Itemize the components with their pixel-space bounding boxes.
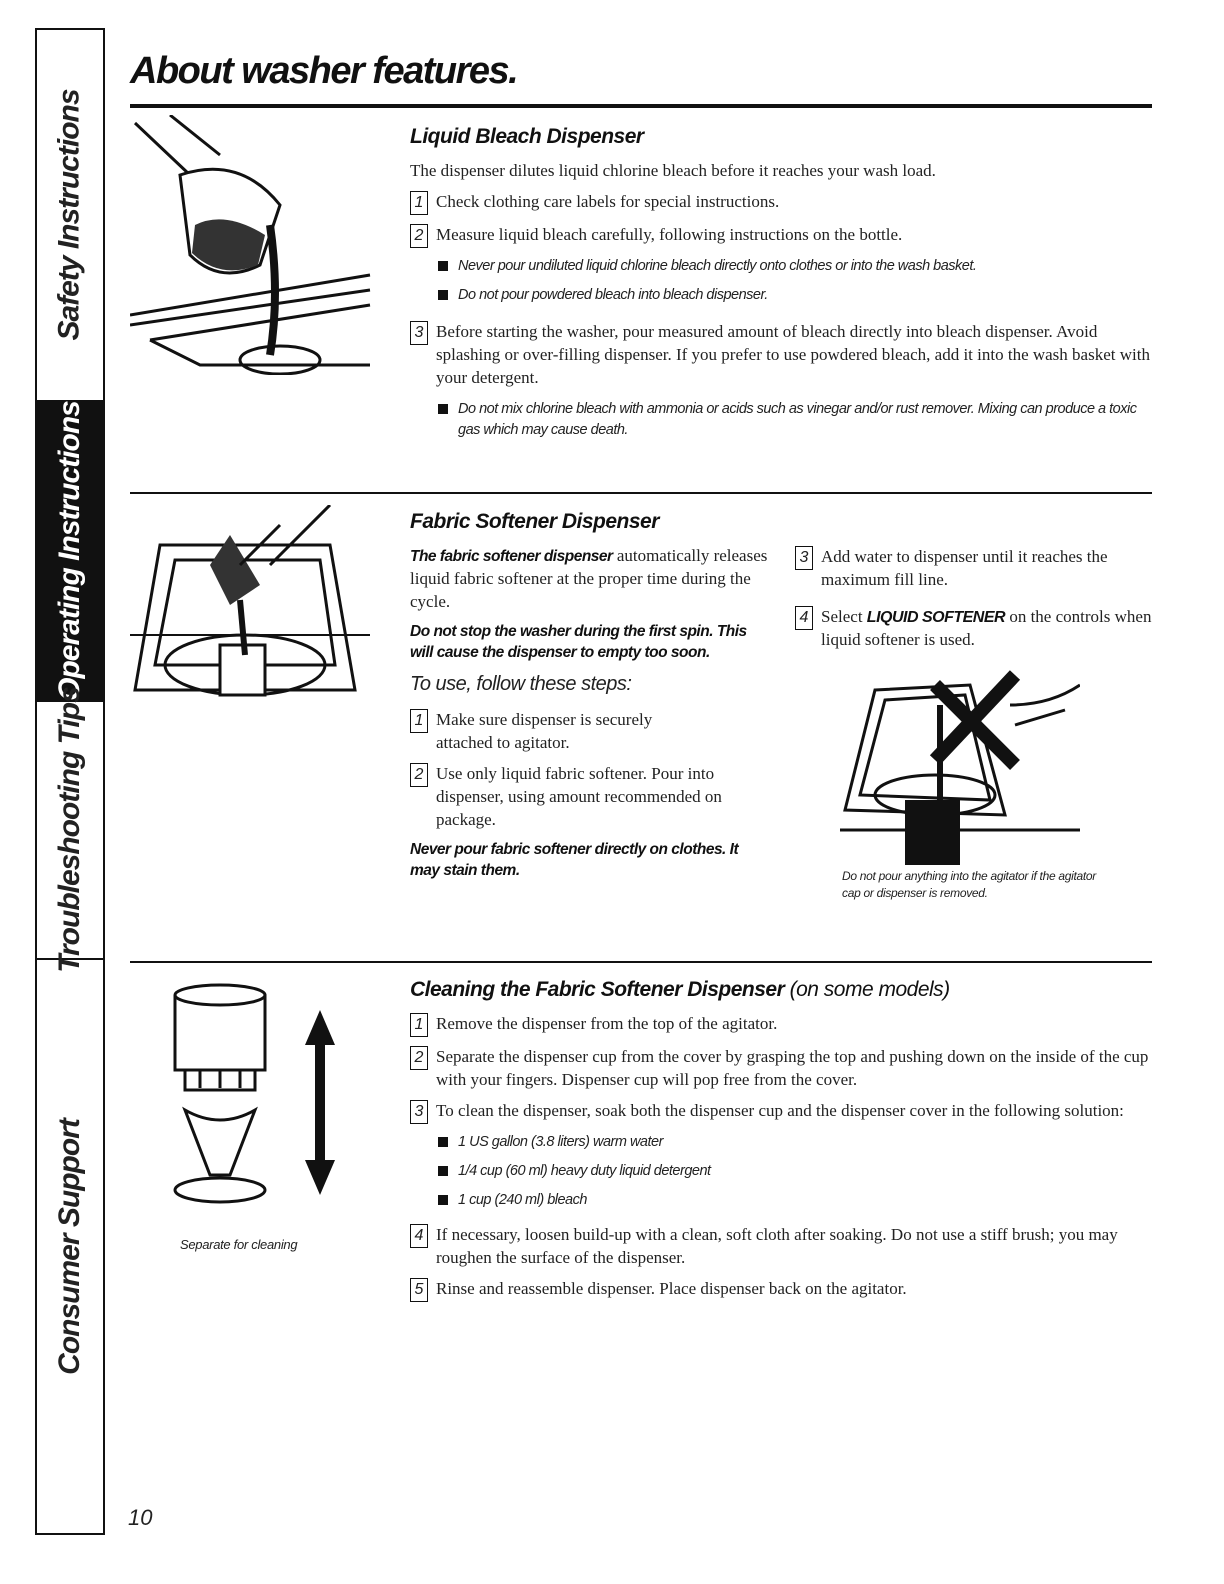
step-text: Add water to dispenser until it reaches the maximum fill line. — [821, 547, 1108, 589]
step-number: 3 — [795, 546, 813, 570]
step-text: Use only liquid fabric softener. Pour into dispenser, using amount recommended on package. — [436, 764, 722, 829]
title-rule — [130, 104, 1152, 108]
tab-troubleshooting-tips[interactable] — [37, 687, 103, 973]
step-number: 4 — [410, 1224, 428, 1248]
cleaning-section — [410, 978, 1150, 1310]
section-heading: Liquid Bleach Dispenser — [410, 125, 644, 148]
solution-bullet: 1 cup (240 ml) bleach — [438, 1190, 1150, 1211]
step-1 — [410, 1012, 1150, 1037]
warning-bullet: Never pour undiluted liquid chlorine bleach directly onto clothes or into the wash basket. — [438, 256, 1150, 277]
step-text: Separate the dispenser cup from the cover by grasping the top and pushing down on the inside of the cup with your fingers. Dispenser cup will pop free from the cover. — [436, 1047, 1149, 1089]
step-number: 2 — [410, 763, 428, 787]
step-number: 1 — [410, 191, 428, 215]
step-number: 5 — [410, 1278, 428, 1302]
fabric-softener-right-column — [795, 545, 1155, 659]
tab-label: Safety Instructions — [53, 89, 86, 341]
dispenser-parts-illustration — [170, 980, 340, 1220]
step-text: Remove the dispenser from the top of the agitator. — [436, 1014, 778, 1033]
step-text: Before starting the washer, pour measured amount of bleach directly into bleach dispenser. Avoid splashing or over-filling dispenser. If you prefer to use powdered bleach, add it into the wash basket with your detergent. — [436, 322, 1150, 387]
warning-first-spin: Do not stop the washer during the first spin. This will cause the dispenser to empty too soon. — [410, 623, 747, 661]
intro-text: automatically releases liquid fabric softener at the proper time during the cycle. — [410, 546, 768, 611]
step-number: 3 — [410, 321, 428, 345]
step-2 — [410, 223, 1150, 248]
step-number: 4 — [795, 606, 813, 630]
tab-safety-instructions[interactable] — [37, 30, 103, 402]
sidebar-tabs — [35, 28, 105, 1535]
section-heading: Fabric Softener Dispenser — [410, 510, 659, 533]
intro-bold: The fabric softener dispenser — [410, 548, 613, 565]
tab-label: Operating Instructions — [53, 401, 87, 701]
step-5 — [410, 1277, 1150, 1302]
step-1 — [410, 708, 710, 754]
page-number: 10 — [128, 1505, 153, 1530]
step-2 — [410, 762, 730, 831]
warning-stain: Never pour fabric softener directly on clothes. It may stain them. — [410, 841, 739, 879]
do-not-pour-illustration — [840, 665, 1080, 865]
step-text: Measure liquid bleach carefully, following instructions on the bottle. — [436, 225, 903, 244]
step-1 — [410, 190, 1150, 215]
step-text: Make sure dispenser is securely attached to agitator. — [436, 710, 653, 752]
step-text: Rinse and reassemble dispenser. Place dispenser back on the agitator. — [436, 1279, 907, 1298]
warning-bullet: Do not pour powdered bleach into bleach dispenser. — [438, 285, 1150, 306]
steps-heading: To use, follow these steps: — [410, 673, 632, 695]
step-3 — [410, 1099, 1150, 1124]
step-3 — [795, 545, 1155, 591]
agitator-caption: Do not pour anything into the agitator if the agitator cap or dispenser is removed. — [842, 869, 1096, 900]
step-text: To clean the dispenser, soak both the dispenser cup and the dispenser cover in the following solution: — [436, 1101, 1124, 1120]
section-heading — [410, 978, 1150, 1002]
tab-consumer-support[interactable] — [37, 960, 103, 1533]
liquid-bleach-section — [410, 125, 1150, 449]
step-number: 3 — [410, 1100, 428, 1124]
step-number: 2 — [410, 224, 428, 248]
control-name: LIQUID SOFTENER — [866, 609, 1006, 626]
warning-bullet: Do not mix chlorine bleach with ammonia or acids such as vinegar and/or rust remover. Mixing can produce a toxic gas which may cause death. — [438, 399, 1150, 441]
section-divider — [130, 961, 1152, 963]
step-2 — [410, 1045, 1150, 1091]
tab-operating-instructions[interactable] — [37, 402, 103, 702]
heading-sub: (on some models) — [784, 978, 950, 1001]
softener-intro — [410, 544, 770, 613]
step-text: Select — [821, 607, 867, 626]
cleaning-caption: Separate for cleaning — [180, 1237, 298, 1252]
solution-bullet: 1/4 cup (60 ml) heavy duty liquid detergent — [438, 1161, 1150, 1182]
tab-label: Consumer Support — [53, 1118, 87, 1375]
step-number: 2 — [410, 1046, 428, 1070]
step-3 — [410, 320, 1150, 389]
section-divider — [130, 492, 1152, 494]
step-number: 1 — [410, 1013, 428, 1037]
step-text: Check clothing care labels for special instructions. — [436, 192, 780, 211]
page-title: About washer features. — [130, 50, 518, 92]
bleach-intro: The dispenser dilutes liquid chlorine bleach before it reaches your wash load. — [410, 161, 936, 180]
step-4 — [410, 1223, 1150, 1269]
step-text: If necessary, loosen build-up with a clean, soft cloth after soaking. Do not use a stiff brush; you may roughen the surface of the dispenser. — [436, 1225, 1118, 1267]
bleach-pour-illustration — [130, 115, 380, 375]
heading-text: Cleaning the Fabric Softener Dispenser — [410, 978, 785, 1001]
step-text: on the controls when liquid softener is used. — [821, 607, 1152, 649]
softener-pour-illustration — [130, 505, 370, 705]
tab-label: Troubleshooting Tips — [53, 687, 86, 973]
fabric-softener-section — [410, 510, 770, 881]
step-number: 1 — [410, 709, 428, 733]
step-4 — [795, 605, 1155, 651]
solution-bullet: 1 US gallon (3.8 liters) warm water — [438, 1132, 1150, 1153]
